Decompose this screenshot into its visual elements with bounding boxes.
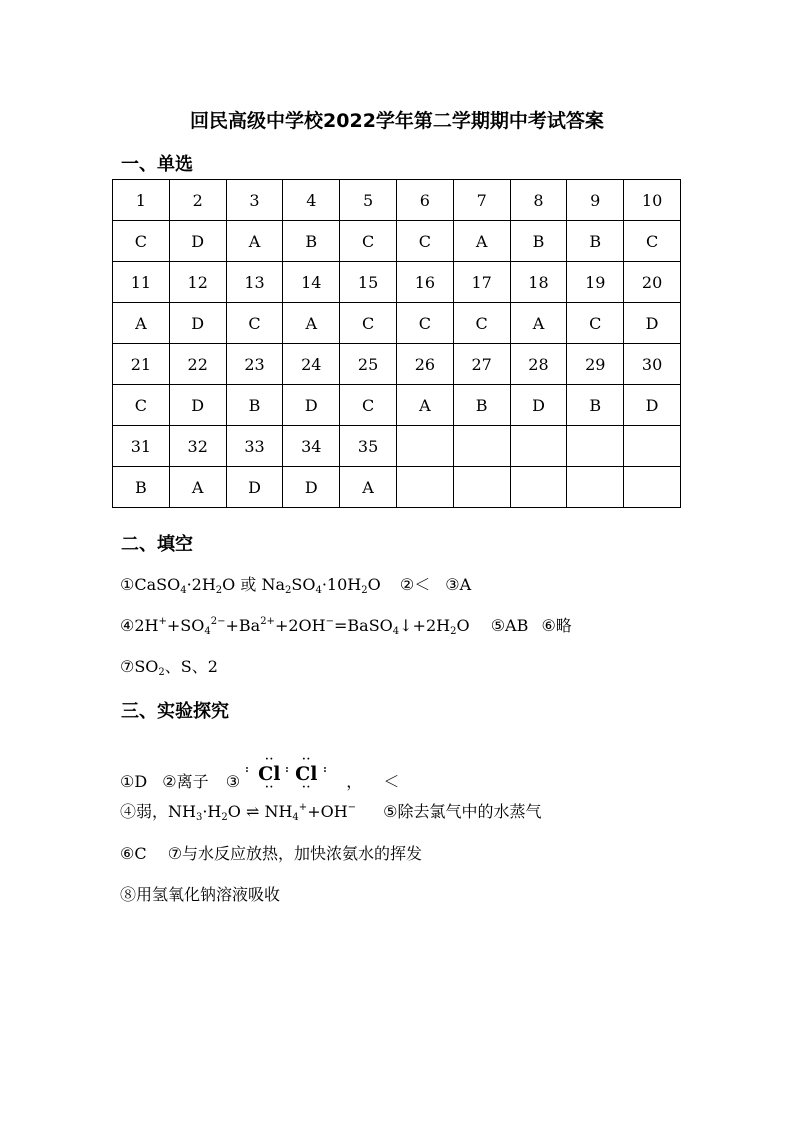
question-number-cell: 8 bbox=[510, 180, 567, 221]
answer-text: ①CaSO bbox=[120, 575, 181, 594]
answer-text: ⑤AB bbox=[490, 616, 529, 635]
question-number-cell: 26 bbox=[396, 344, 453, 385]
question-number-cell: 34 bbox=[283, 426, 340, 467]
answer-cell: A bbox=[340, 467, 397, 508]
question-number-cell: 11 bbox=[113, 262, 170, 303]
question-number-cell: 24 bbox=[283, 344, 340, 385]
answer-cell: A bbox=[226, 221, 283, 262]
question-number-cell: 23 bbox=[226, 344, 283, 385]
experiment-line-2 bbox=[120, 799, 542, 823]
answer-text: +2OH bbox=[274, 616, 326, 635]
subscript: 2 bbox=[158, 667, 165, 678]
answer-cell bbox=[510, 467, 567, 508]
answer-cell bbox=[453, 467, 510, 508]
page-title: 回民高级中学校2022学年第二学期期中考试答案 bbox=[190, 110, 604, 132]
answer-cell: C bbox=[396, 221, 453, 262]
subscript: 4 bbox=[392, 626, 400, 637]
answer-cell: B bbox=[453, 385, 510, 426]
answer-text: ⑧用氢氧化钠溶液吸收 bbox=[120, 885, 281, 904]
superscript: − bbox=[325, 616, 334, 627]
answer-cell: C bbox=[567, 303, 624, 344]
answer-text: O 或 Na bbox=[222, 575, 286, 594]
electron-pair-bottom-2: ·· bbox=[302, 782, 312, 793]
question-number-cell: 22 bbox=[169, 344, 226, 385]
answer-cell: B bbox=[226, 385, 283, 426]
question-number-cell: 31 bbox=[113, 426, 170, 467]
question-number-cell: 17 bbox=[453, 262, 510, 303]
subscript: 4 bbox=[315, 585, 322, 596]
electron-pair-top-1: ·· bbox=[265, 754, 275, 765]
answer-text: ·10H bbox=[321, 575, 362, 594]
question-number-cell: 28 bbox=[510, 344, 567, 385]
answer-cell: D bbox=[624, 385, 681, 426]
answer-cell: D bbox=[510, 385, 567, 426]
answer-cell: B bbox=[510, 221, 567, 262]
experiment-line-1 bbox=[120, 753, 399, 793]
question-number-cell: 20 bbox=[624, 262, 681, 303]
question-number-row bbox=[113, 262, 681, 303]
question-number-cell: 14 bbox=[283, 262, 340, 303]
answer-cell: C bbox=[340, 303, 397, 344]
question-number-cell: 7 bbox=[453, 180, 510, 221]
answer-text: ⑦与水反应放热，加快浓氨水的挥发 bbox=[167, 844, 423, 863]
chlorine-atom-1: Cl bbox=[258, 763, 281, 785]
subscript: 2 bbox=[361, 585, 368, 596]
answer-text: ⑤除去氯气中的水蒸气 bbox=[383, 802, 542, 821]
answer-text: ③A bbox=[445, 575, 472, 594]
question-number-cell: 9 bbox=[567, 180, 624, 221]
question-number-cell: 32 bbox=[169, 426, 226, 467]
answer-cell: A bbox=[396, 385, 453, 426]
question-number-cell: 19 bbox=[567, 262, 624, 303]
answer-cell: C bbox=[113, 221, 170, 262]
question-number-cell: 29 bbox=[567, 344, 624, 385]
answer-row bbox=[113, 221, 681, 262]
answer-cell: A bbox=[283, 303, 340, 344]
answer-text: O ⇌ NH bbox=[227, 802, 293, 821]
electron-pair-right: : bbox=[323, 764, 328, 775]
answer-text: ③ bbox=[225, 772, 241, 791]
answer-cell: D bbox=[169, 303, 226, 344]
fill-blank-line-2 bbox=[120, 613, 572, 637]
answer-row bbox=[113, 385, 681, 426]
question-number-cell: 12 bbox=[169, 262, 226, 303]
answer-cell: C bbox=[340, 221, 397, 262]
answer-text: ↓+2H bbox=[399, 616, 451, 635]
subscript: 2 bbox=[285, 585, 292, 596]
answer-row bbox=[113, 303, 681, 344]
fill-blank-line-1 bbox=[120, 572, 471, 596]
cl2-lewis-structure bbox=[245, 753, 335, 793]
answer-cell: D bbox=[283, 385, 340, 426]
answer-text: 、S、2 bbox=[164, 657, 218, 676]
question-number-cell: 18 bbox=[510, 262, 567, 303]
question-number-cell: 15 bbox=[340, 262, 397, 303]
fill-blank-line-3 bbox=[120, 654, 218, 678]
answer-text: ④弱，NH bbox=[120, 802, 196, 821]
question-number-cell bbox=[510, 426, 567, 467]
subscript: 4 bbox=[204, 626, 211, 637]
answer-cell: D bbox=[226, 467, 283, 508]
experiment-line-4 bbox=[120, 882, 280, 905]
answer-text: +SO bbox=[166, 616, 205, 635]
question-number-cell: 27 bbox=[453, 344, 510, 385]
answer-text: ⑥略 bbox=[541, 616, 572, 635]
question-number-cell: 13 bbox=[226, 262, 283, 303]
question-number-cell: 2 bbox=[169, 180, 226, 221]
question-number-cell: 30 bbox=[624, 344, 681, 385]
answer-text: +Ba bbox=[225, 616, 261, 635]
superscript: 2− bbox=[210, 616, 226, 627]
answer-cell bbox=[396, 467, 453, 508]
question-number-cell: 35 bbox=[340, 426, 397, 467]
answer-cell: A bbox=[169, 467, 226, 508]
question-number-row bbox=[113, 426, 681, 467]
answer-cell: D bbox=[169, 385, 226, 426]
question-number-row bbox=[113, 344, 681, 385]
question-number-cell bbox=[396, 426, 453, 467]
superscript: 2+ bbox=[260, 616, 275, 627]
subscript: 4 bbox=[292, 812, 299, 823]
section-heading-experiment: 三、实验探究 bbox=[121, 701, 229, 722]
answer-row bbox=[113, 467, 681, 508]
answer-cell: D bbox=[624, 303, 681, 344]
electron-pair-left: : bbox=[245, 764, 250, 775]
superscript: + bbox=[298, 802, 308, 813]
question-number-cell bbox=[453, 426, 510, 467]
question-number-cell: 16 bbox=[396, 262, 453, 303]
answer-text: ②＜ bbox=[399, 575, 431, 594]
subscript: 3 bbox=[195, 812, 203, 823]
answer-cell: D bbox=[169, 221, 226, 262]
subscript: 2 bbox=[221, 812, 228, 823]
answer-text: ·H bbox=[202, 802, 222, 821]
superscript: − bbox=[347, 802, 357, 813]
answer-text: ②离子 bbox=[162, 772, 209, 791]
answer-cell: A bbox=[453, 221, 510, 262]
answer-text: O bbox=[456, 616, 470, 635]
answer-text: ⑦SO bbox=[120, 657, 159, 676]
subscript: 2 bbox=[215, 585, 223, 596]
experiment-line-3 bbox=[120, 841, 422, 864]
answer-text: =BaSO bbox=[333, 616, 393, 635]
answer-cell: C bbox=[226, 303, 283, 344]
answer-cell bbox=[567, 467, 624, 508]
answer-text: ＜ bbox=[383, 772, 400, 791]
shared-electron-pair: : bbox=[285, 764, 290, 775]
answer-text: ， bbox=[346, 772, 363, 791]
question-number-cell: 10 bbox=[624, 180, 681, 221]
question-number-cell: 4 bbox=[283, 180, 340, 221]
electron-pair-top-2: ·· bbox=[302, 754, 312, 765]
answer-cell bbox=[624, 467, 681, 508]
question-number-cell: 25 bbox=[340, 344, 397, 385]
question-number-row bbox=[113, 180, 681, 221]
superscript: + bbox=[158, 616, 167, 627]
answer-cell: C bbox=[396, 303, 453, 344]
question-number-cell: 6 bbox=[396, 180, 453, 221]
question-number-cell: 21 bbox=[113, 344, 170, 385]
answer-text: O bbox=[367, 575, 381, 594]
answer-text: ①D bbox=[120, 772, 148, 791]
question-number-cell: 3 bbox=[226, 180, 283, 221]
answer-cell: A bbox=[113, 303, 170, 344]
answer-cell: A bbox=[510, 303, 567, 344]
answer-text: ·2H bbox=[186, 575, 216, 594]
section-heading-fill-blank: 二、填空 bbox=[121, 534, 193, 555]
answer-cell: B bbox=[567, 385, 624, 426]
subscript: 4 bbox=[180, 585, 187, 596]
answer-cell: C bbox=[624, 221, 681, 262]
question-number-cell bbox=[567, 426, 624, 467]
answer-text: +OH bbox=[307, 802, 348, 821]
section-heading-single-choice: 一、单选 bbox=[121, 154, 193, 175]
answer-text: ④2H bbox=[120, 616, 159, 635]
answer-cell: B bbox=[567, 221, 624, 262]
question-number-cell: 33 bbox=[226, 426, 283, 467]
answer-text: SO bbox=[291, 575, 316, 594]
answer-cell: C bbox=[453, 303, 510, 344]
answer-table bbox=[112, 179, 681, 508]
electron-pair-bottom-1: ·· bbox=[265, 782, 275, 793]
question-number-cell: 1 bbox=[113, 180, 170, 221]
subscript: 2 bbox=[450, 626, 457, 637]
chlorine-atom-2: Cl bbox=[295, 763, 318, 785]
answer-cell: B bbox=[283, 221, 340, 262]
answer-cell: B bbox=[113, 467, 170, 508]
question-number-cell: 5 bbox=[340, 180, 397, 221]
question-number-cell bbox=[624, 426, 681, 467]
answer-cell: C bbox=[340, 385, 397, 426]
answer-text: ⑥C bbox=[120, 844, 147, 863]
answer-cell: C bbox=[113, 385, 170, 426]
answer-cell: D bbox=[283, 467, 340, 508]
